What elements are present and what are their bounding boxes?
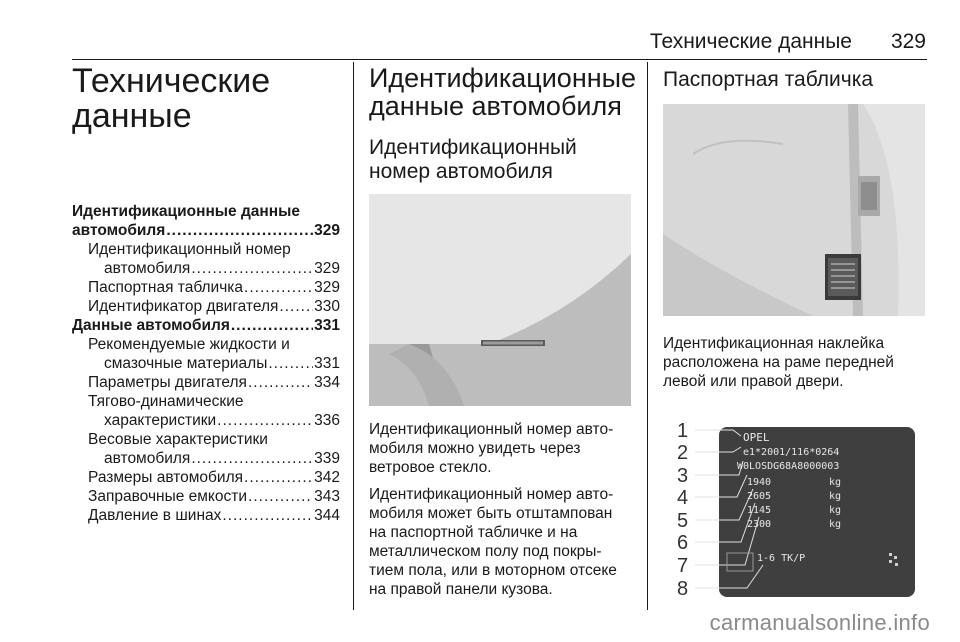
toc-entry-tyre-pressure[interactable] xyxy=(88,506,340,525)
section-title xyxy=(369,63,637,121)
toc-entry-label: Идентификатор двигателя xyxy=(88,298,279,315)
toc-entry-fluids[interactable] xyxy=(88,354,340,373)
toc-entry-label: Давление в шинах xyxy=(88,507,222,524)
toc-leader-dots xyxy=(244,468,313,487)
toc-entry-label: Идентификационные данные xyxy=(72,203,301,220)
toc-entry-label: Рекомендуемые жидкости и xyxy=(88,336,290,353)
plate-column xyxy=(663,64,925,619)
door-frame-photo xyxy=(663,104,925,316)
toc-entry-label: Весовые характеристики xyxy=(88,431,268,448)
toc-page-number: 329 xyxy=(314,279,340,296)
toc-entry-label: Размеры автомобиля xyxy=(88,469,244,486)
callout-5: 5 xyxy=(677,510,689,532)
toc-entry-performance[interactable] xyxy=(88,411,340,430)
chapter-title-line1: Технические xyxy=(72,62,271,100)
toc-entry-label: характеристики xyxy=(104,412,217,429)
plate-weight-4: 2300 xyxy=(747,519,772,530)
id-plate-illustration xyxy=(663,405,925,619)
chapter-title xyxy=(72,64,340,134)
running-header-title: Технические данные xyxy=(649,30,852,53)
toc-entry-label: Заправочные емкости xyxy=(88,488,248,505)
toc-group-identification xyxy=(72,202,340,316)
toc-leader-dots xyxy=(191,449,313,468)
toc-entry-label: смазочные материалы xyxy=(104,355,268,372)
toc-entry-label: Параметры двигателя xyxy=(88,374,247,391)
running-header xyxy=(0,30,960,60)
callout-1: 1 xyxy=(677,420,689,442)
toc-page-number: 331 xyxy=(314,317,340,334)
toc-entry-dimensions[interactable] xyxy=(88,468,340,487)
toc-page-number: 336 xyxy=(314,412,340,429)
toc-page-number: 331 xyxy=(314,355,340,372)
toc-leader-dots xyxy=(279,297,313,316)
toc-leader-dots xyxy=(268,354,313,373)
chapter-title-line2: данные xyxy=(72,97,192,135)
plate-weight-3: 1145 xyxy=(747,505,772,516)
toc-leader-dots xyxy=(222,506,313,525)
toc-entry-label: Тягово-динамические xyxy=(88,393,244,410)
toc-group-vehicle-data xyxy=(72,316,340,525)
toc-column xyxy=(72,64,340,525)
toc-entry-label: Идентификационный номер xyxy=(88,241,291,258)
toc-entry-engine-data[interactable] xyxy=(88,373,340,392)
vin-paragraph-1: Идентификационный номер авто-мобиля можно увидеть через ветровое стекло. xyxy=(369,421,614,476)
toc-leader-dots xyxy=(217,411,313,430)
toc-entry-label: Паспортная табличка xyxy=(88,279,244,296)
header-rule xyxy=(72,59,927,60)
toc-page-number: 329 xyxy=(314,260,340,277)
plate-paragraph: Идентификационная наклейка расположена на раме передней левой или правой двери. xyxy=(663,335,894,390)
plate-approval: e1*2001/116*0264 xyxy=(743,447,840,458)
plate-vin: W0LOSDG68A8000003 xyxy=(737,461,840,472)
toc-entry-label: автомобиля xyxy=(72,222,166,239)
windscreen-illustration xyxy=(369,194,631,406)
toc-leader-dots xyxy=(248,487,313,506)
plate-weight-1: 1940 xyxy=(747,477,772,488)
section-title-line1: Идентификационные xyxy=(369,63,637,93)
toc-page-number: 344 xyxy=(314,507,340,524)
toc-leader-dots xyxy=(244,278,313,297)
toc-entry-engine-id[interactable] xyxy=(88,297,340,316)
toc-leader-dots xyxy=(231,316,313,335)
toc-entry-capacities[interactable] xyxy=(88,487,340,506)
column-divider-left xyxy=(353,62,354,610)
callout-7: 7 xyxy=(677,555,689,577)
toc-leader-dots xyxy=(248,373,313,392)
subsection-title-line2: номер автомобиля xyxy=(369,160,553,183)
plate-unit-4: kg xyxy=(829,519,842,530)
column-divider-right xyxy=(647,62,648,610)
windscreen-vin-photo xyxy=(369,194,631,406)
plate-bottom-line: 1-6 TK/P xyxy=(757,553,806,564)
toc-entry-label: автомобиля xyxy=(104,260,191,277)
callout-6: 6 xyxy=(677,532,689,554)
toc-page-number: 342 xyxy=(314,469,340,486)
toc-entry-identification[interactable] xyxy=(72,221,340,240)
vin-paragraph-2: Идентификационный номер авто-мобиля может быть отштампован на паспортной табличке и на металлическом полу под покры-тием пола, или в моторном отсеке на правой панели кузова. xyxy=(369,486,617,598)
vehicle-id-column xyxy=(369,63,637,607)
toc-entry-vin[interactable] xyxy=(88,259,340,278)
callout-4: 4 xyxy=(677,487,689,509)
page-number: 329 xyxy=(890,30,926,53)
plate-weight-2: 2605 xyxy=(747,491,772,502)
plate-unit-3: kg xyxy=(829,505,842,516)
subsection-title-line1: Идентификационный xyxy=(369,136,577,159)
toc-page-number: 334 xyxy=(314,374,340,391)
callout-3: 3 xyxy=(677,465,689,487)
plate-unit-2: kg xyxy=(829,491,842,502)
plate-unit-1: kg xyxy=(829,477,842,488)
toc-entry-weights[interactable] xyxy=(88,449,340,468)
door-frame-illustration xyxy=(663,104,925,316)
subsection-title xyxy=(369,136,631,184)
toc-entry-plate[interactable] xyxy=(88,278,340,297)
toc-page-number: 343 xyxy=(314,488,340,505)
toc-entry-label: Данные автомобиля xyxy=(72,317,230,334)
toc-entry-vehicle-data[interactable] xyxy=(72,316,340,335)
toc-leader-dots xyxy=(191,259,313,278)
toc-page-number: 330 xyxy=(314,298,340,315)
toc-entry-label: автомобиля xyxy=(104,450,191,467)
toc-page-number: 329 xyxy=(314,222,340,239)
toc-page-number: 339 xyxy=(314,450,340,467)
plate-make: OPEL xyxy=(743,431,770,444)
section-title-line2: данные автомобиля xyxy=(369,91,622,121)
callout-8: 8 xyxy=(677,578,689,600)
watermark: carmanualsonline.info xyxy=(709,610,930,635)
plate-section-title: Паспортная табличка xyxy=(663,68,874,91)
toc-leader-dots xyxy=(166,221,313,240)
callout-2: 2 xyxy=(677,442,689,464)
id-plate-diagram xyxy=(663,405,925,619)
